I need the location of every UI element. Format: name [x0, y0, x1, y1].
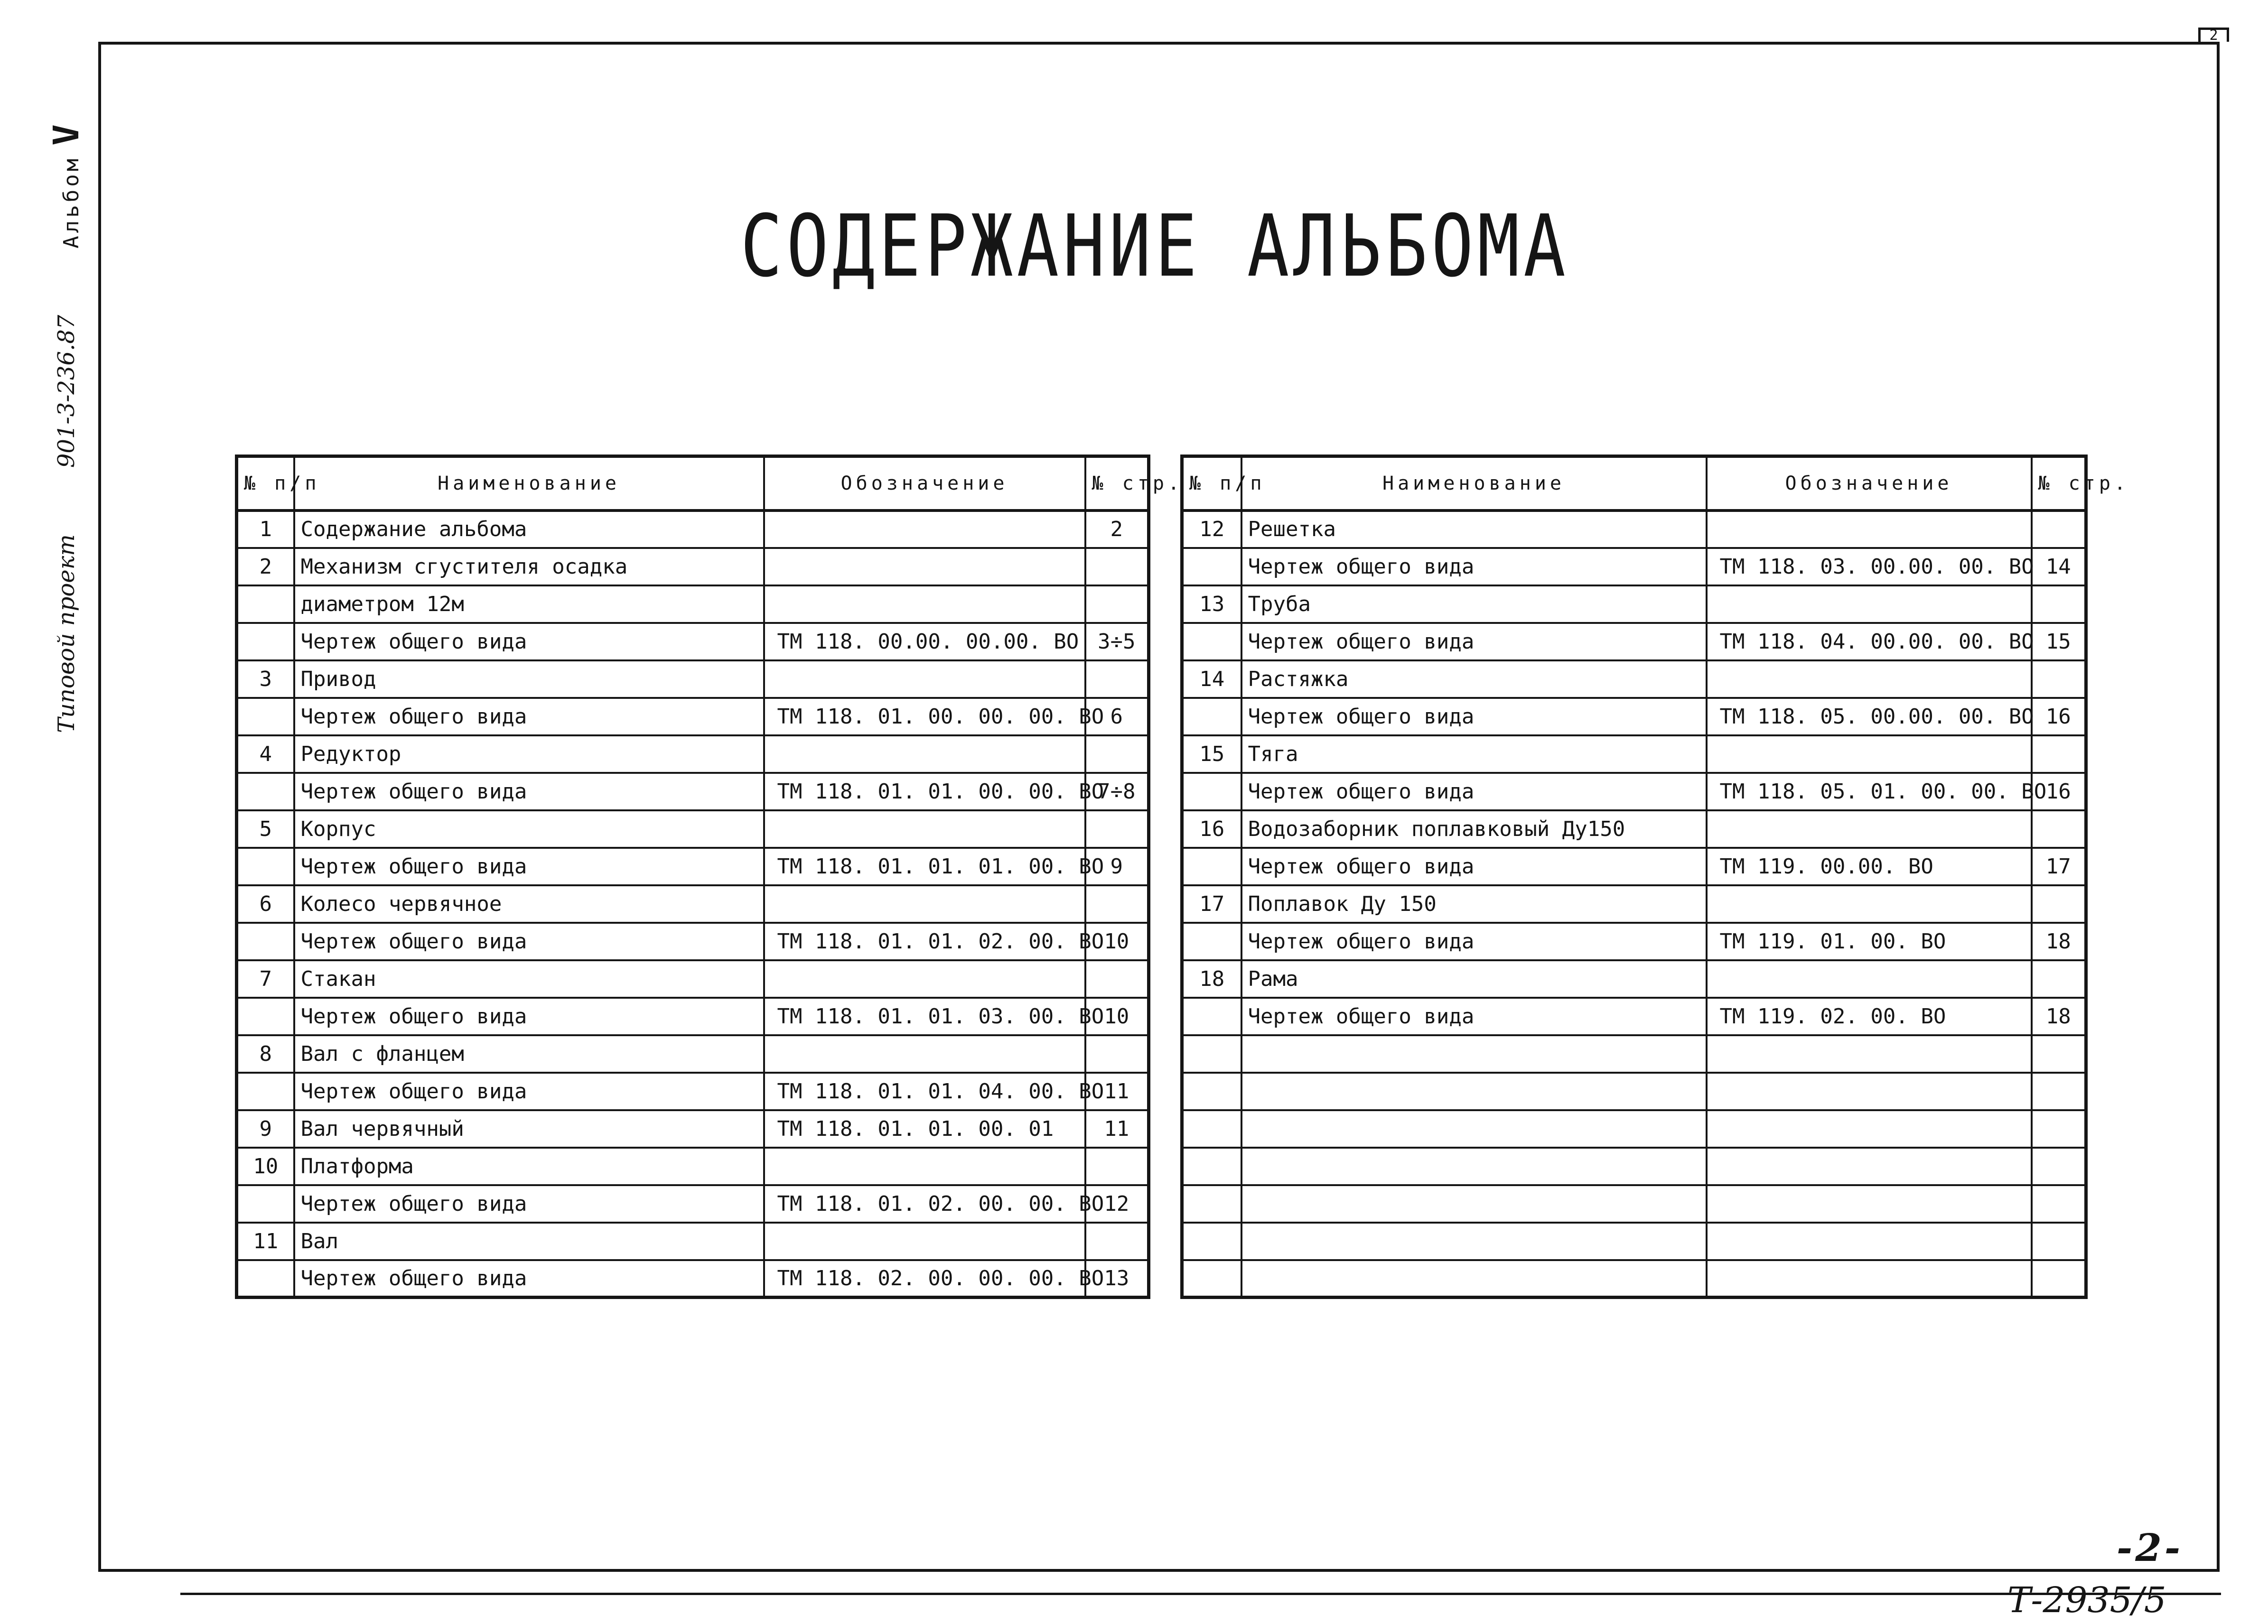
row-num: 7 [237, 960, 294, 998]
table-row [1182, 885, 2086, 923]
row-name [1241, 1110, 1707, 1148]
header-num: № п/п [237, 456, 294, 510]
row-page [2032, 510, 2086, 548]
row-name: Труба [1241, 585, 1707, 623]
row-name: Вал [294, 1223, 764, 1260]
row-page [1085, 585, 1149, 623]
row-num [237, 998, 294, 1035]
table-row [237, 998, 1149, 1035]
row-page [1085, 548, 1149, 585]
table-row [1182, 1148, 2086, 1185]
table-row [237, 1073, 1149, 1110]
row-num [1182, 773, 1241, 810]
row-page [2032, 1110, 2086, 1148]
table-row [1182, 1035, 2086, 1073]
table-row [1182, 585, 2086, 623]
row-page: 12 [1085, 1185, 1149, 1223]
row-page [1085, 1035, 1149, 1073]
row-name: Решетка [1241, 510, 1707, 548]
row-name: Чертеж общего вида [1241, 623, 1707, 660]
row-designation: ТМ 118. 01. 00. 00. 00. ВО [764, 698, 1085, 735]
row-num: 11 [237, 1223, 294, 1260]
row-designation [764, 810, 1085, 848]
row-designation [764, 510, 1085, 548]
row-designation: ТМ 118. 05. 00.00. 00. ВО [1707, 698, 2032, 735]
table-row [1182, 1185, 2086, 1223]
table-row [1182, 548, 2086, 585]
table-row [237, 623, 1149, 660]
row-page: 9 [1085, 848, 1149, 885]
archive-stamp: Т-2935/5 [2007, 1580, 2166, 1621]
row-designation: ТМ 119. 01. 00. ВО [1707, 923, 2032, 960]
row-page [2032, 1073, 2086, 1110]
row-page: 3÷5 [1085, 623, 1149, 660]
row-num: 12 [1182, 510, 1241, 548]
row-num [1182, 1073, 1241, 1110]
row-designation: ТМ 118. 03. 00.00. 00. ВО [1707, 548, 2032, 585]
row-num [1182, 923, 1241, 960]
table-row [1182, 960, 2086, 998]
row-designation: ТМ 118. 01. 02. 00. 00. ВО [764, 1185, 1085, 1223]
row-num [237, 1185, 294, 1223]
row-designation [1707, 585, 2032, 623]
row-name: Чертеж общего вида [294, 1260, 764, 1298]
row-designation: ТМ 118. 01. 01. 03. 00. ВО [764, 998, 1085, 1035]
row-num: 8 [237, 1035, 294, 1073]
table-row [1182, 623, 2086, 660]
row-designation [1707, 1110, 2032, 1148]
row-num: 2 [237, 548, 294, 585]
header-designation: Обозначение [764, 456, 1085, 510]
row-name: Чертеж общего вида [294, 773, 764, 810]
table-row [1182, 923, 2086, 960]
row-name: диаметром 12м [294, 585, 764, 623]
row-num: 15 [1182, 735, 1241, 773]
row-name: Колесо червячное [294, 885, 764, 923]
table-row [1182, 698, 2086, 735]
row-num [1182, 1110, 1241, 1148]
sheet-number: -2- [2117, 1525, 2184, 1570]
header-name: Наименование [294, 456, 764, 510]
row-designation [764, 548, 1085, 585]
row-page: 18 [2032, 923, 2086, 960]
row-designation [764, 885, 1085, 923]
row-designation [764, 585, 1085, 623]
row-page [1085, 960, 1149, 998]
row-name: Редуктор [294, 735, 764, 773]
side-stamp [47, 116, 85, 733]
side-album-word: Альбом [59, 156, 84, 249]
header-page: № стр. [1085, 456, 1149, 510]
row-designation [1707, 1185, 2032, 1223]
row-name: Чертеж общего вида [294, 923, 764, 960]
row-designation [1707, 735, 2032, 773]
row-designation: ТМ 118. 01. 01. 00. 01 [764, 1110, 1085, 1148]
row-designation: ТМ 118. 04. 00.00. 00. ВО [1707, 623, 2032, 660]
row-name: Чертеж общего вида [294, 623, 764, 660]
row-name: Корпус [294, 810, 764, 848]
row-page: 2 [1085, 510, 1149, 548]
row-name: Привод [294, 660, 764, 698]
row-page [1085, 735, 1149, 773]
header-num: № п/п [1182, 456, 1241, 510]
row-page: 6 [1085, 698, 1149, 735]
row-name: Механизм сгустителя осадка [294, 548, 764, 585]
row-name: Чертеж общего вида [1241, 548, 1707, 585]
row-page: 10 [1085, 998, 1149, 1035]
row-name: Чертеж общего вида [294, 848, 764, 885]
row-page [2032, 735, 2086, 773]
row-designation: ТМ 118. 01. 01. 00. 00. ВО [764, 773, 1085, 810]
table-row [1182, 1260, 2086, 1298]
row-name [1241, 1223, 1707, 1260]
table-row [237, 1260, 1149, 1298]
row-page [2032, 1148, 2086, 1185]
table-row [237, 510, 1149, 548]
row-num: 10 [237, 1148, 294, 1185]
row-name: Чертеж общего вида [294, 1073, 764, 1110]
row-page: 10 [1085, 923, 1149, 960]
row-designation [1707, 1260, 2032, 1298]
row-designation [1707, 1073, 2032, 1110]
row-designation [1707, 885, 2032, 923]
row-page [1085, 885, 1149, 923]
row-name: Стакан [294, 960, 764, 998]
row-num: 14 [1182, 660, 1241, 698]
table-row [237, 660, 1149, 698]
row-designation [764, 735, 1085, 773]
row-num [1182, 848, 1241, 885]
row-name: Вал червячный [294, 1110, 764, 1148]
row-num [237, 773, 294, 810]
row-page: 11 [1085, 1110, 1149, 1148]
row-name: Чертеж общего вида [1241, 698, 1707, 735]
table-row [237, 960, 1149, 998]
row-page: 13 [1085, 1260, 1149, 1298]
row-page: 16 [2032, 698, 2086, 735]
table-row [237, 548, 1149, 585]
table-row [1182, 1223, 2086, 1260]
row-page [2032, 1223, 2086, 1260]
row-page [2032, 1035, 2086, 1073]
row-designation [764, 960, 1085, 998]
row-name [1241, 1035, 1707, 1073]
row-num: 13 [1182, 585, 1241, 623]
table-row [1182, 1073, 2086, 1110]
row-num [1182, 623, 1241, 660]
row-num [1182, 1035, 1241, 1073]
row-name: Тяга [1241, 735, 1707, 773]
table-row [237, 585, 1149, 623]
row-name: Растяжка [1241, 660, 1707, 698]
row-page: 11 [1085, 1073, 1149, 1110]
row-designation [1707, 660, 2032, 698]
row-name: Чертеж общего вида [1241, 998, 1707, 1035]
row-name [1241, 1185, 1707, 1223]
table-row [237, 1035, 1149, 1073]
row-name: Чертеж общего вида [294, 698, 764, 735]
row-name: Чертеж общего вида [1241, 848, 1707, 885]
row-designation [1707, 1148, 2032, 1185]
row-designation: ТМ 118. 00.00. 00.00. ВО [764, 623, 1085, 660]
table-row [1182, 998, 2086, 1035]
table-row [1182, 848, 2086, 885]
row-num [237, 585, 294, 623]
row-num [1182, 1260, 1241, 1298]
row-num: 6 [237, 885, 294, 923]
row-designation: ТМ 118. 05. 01. 00. 00. ВО [1707, 773, 2032, 810]
row-name: Рама [1241, 960, 1707, 998]
row-designation: ТМ 119. 00.00. ВО [1707, 848, 2032, 885]
row-num [1182, 548, 1241, 585]
table-row [237, 848, 1149, 885]
row-num [237, 848, 294, 885]
header-name: Наименование [1241, 456, 1707, 510]
bottom-rule [180, 1593, 2221, 1595]
row-designation [764, 1148, 1085, 1185]
row-page: 18 [2032, 998, 2086, 1035]
table-row [237, 923, 1149, 960]
row-designation: ТМ 119. 02. 00. ВО [1707, 998, 2032, 1035]
table-row [237, 1185, 1149, 1223]
row-num [1182, 1148, 1241, 1185]
row-page [2032, 660, 2086, 698]
table-row [1182, 773, 2086, 810]
table-row [1182, 735, 2086, 773]
row-designation: ТМ 118. 01. 01. 02. 00. ВО [764, 923, 1085, 960]
toc-header-row [237, 456, 1149, 510]
row-name: Содержание альбома [294, 510, 764, 548]
toc-table-right [1180, 455, 2129, 1299]
row-num [1182, 1185, 1241, 1223]
page-title: СОДЕРЖАНИЕ АЛЬБОМА [740, 197, 1570, 296]
row-name: Вал с фланцем [294, 1035, 764, 1073]
row-name: Чертеж общего вида [294, 1185, 764, 1223]
row-designation: ТМ 118. 01. 01. 04. 00. ВО [764, 1073, 1085, 1110]
row-name [1241, 1073, 1707, 1110]
row-page [2032, 810, 2086, 848]
table-row [1182, 510, 2086, 548]
row-num [237, 698, 294, 735]
side-project-label: Типовой проект [53, 534, 80, 733]
row-page: 17 [2032, 848, 2086, 885]
row-page: 15 [2032, 623, 2086, 660]
row-name: Водозаборник поплавковый Ду150 [1241, 810, 1707, 848]
row-name: Поплавок Ду 150 [1241, 885, 1707, 923]
row-num: 1 [237, 510, 294, 548]
row-page [1085, 1223, 1149, 1260]
row-num: 18 [1182, 960, 1241, 998]
row-num [237, 1260, 294, 1298]
row-name [1241, 1260, 1707, 1298]
side-album-label [46, 124, 87, 249]
table-row [237, 773, 1149, 810]
row-num: 17 [1182, 885, 1241, 923]
toc-table-left [235, 455, 1183, 1299]
row-num: 4 [237, 735, 294, 773]
row-page [2032, 960, 2086, 998]
row-name: Чертеж общего вида [1241, 923, 1707, 960]
row-designation [1707, 960, 2032, 998]
table-row [1182, 660, 2086, 698]
table-row [237, 1223, 1149, 1260]
table-row [1182, 1110, 2086, 1148]
row-designation [1707, 510, 2032, 548]
row-page [2032, 585, 2086, 623]
row-designation [764, 660, 1085, 698]
header-page: № стр. [2032, 456, 2086, 510]
side-project-code: 901-3-236.87 [53, 315, 80, 468]
row-name: Чертеж общего вида [294, 998, 764, 1035]
row-num [1182, 1223, 1241, 1260]
row-num [237, 623, 294, 660]
table-row [237, 1110, 1149, 1148]
row-num: 9 [237, 1110, 294, 1148]
table-row [1182, 810, 2086, 848]
table-row [237, 698, 1149, 735]
row-num: 3 [237, 660, 294, 698]
table-row [237, 735, 1149, 773]
row-page [1085, 810, 1149, 848]
row-designation: ТМ 118. 02. 00. 00. 00. ВО [764, 1260, 1085, 1298]
row-num [237, 923, 294, 960]
row-page: 14 [2032, 548, 2086, 585]
row-num: 5 [237, 810, 294, 848]
row-num [1182, 698, 1241, 735]
row-num: 16 [1182, 810, 1241, 848]
row-page [2032, 1185, 2086, 1223]
row-name [1241, 1148, 1707, 1185]
row-designation [764, 1223, 1085, 1260]
corner-sheet-mark: 2 [2198, 28, 2229, 42]
header-designation: Обозначение [1707, 456, 2032, 510]
table-row [237, 885, 1149, 923]
row-page: 7÷8 [1085, 773, 1149, 810]
side-album-number: V [46, 124, 87, 146]
row-page [2032, 1260, 2086, 1298]
row-designation [1707, 810, 2032, 848]
row-page: 16 [2032, 773, 2086, 810]
row-page [2032, 885, 2086, 923]
row-name: Платформа [294, 1148, 764, 1185]
row-designation [764, 1035, 1085, 1073]
table-row [237, 810, 1149, 848]
row-designation [1707, 1035, 2032, 1073]
row-designation [1707, 1223, 2032, 1260]
row-num [1182, 998, 1241, 1035]
row-name: Чертеж общего вида [1241, 773, 1707, 810]
toc-header-row [1182, 456, 2086, 510]
row-designation: ТМ 118. 01. 01. 01. 00. ВО [764, 848, 1085, 885]
row-page [1085, 1148, 1149, 1185]
table-row [237, 1148, 1149, 1185]
row-num [237, 1073, 294, 1110]
row-page [1085, 660, 1149, 698]
